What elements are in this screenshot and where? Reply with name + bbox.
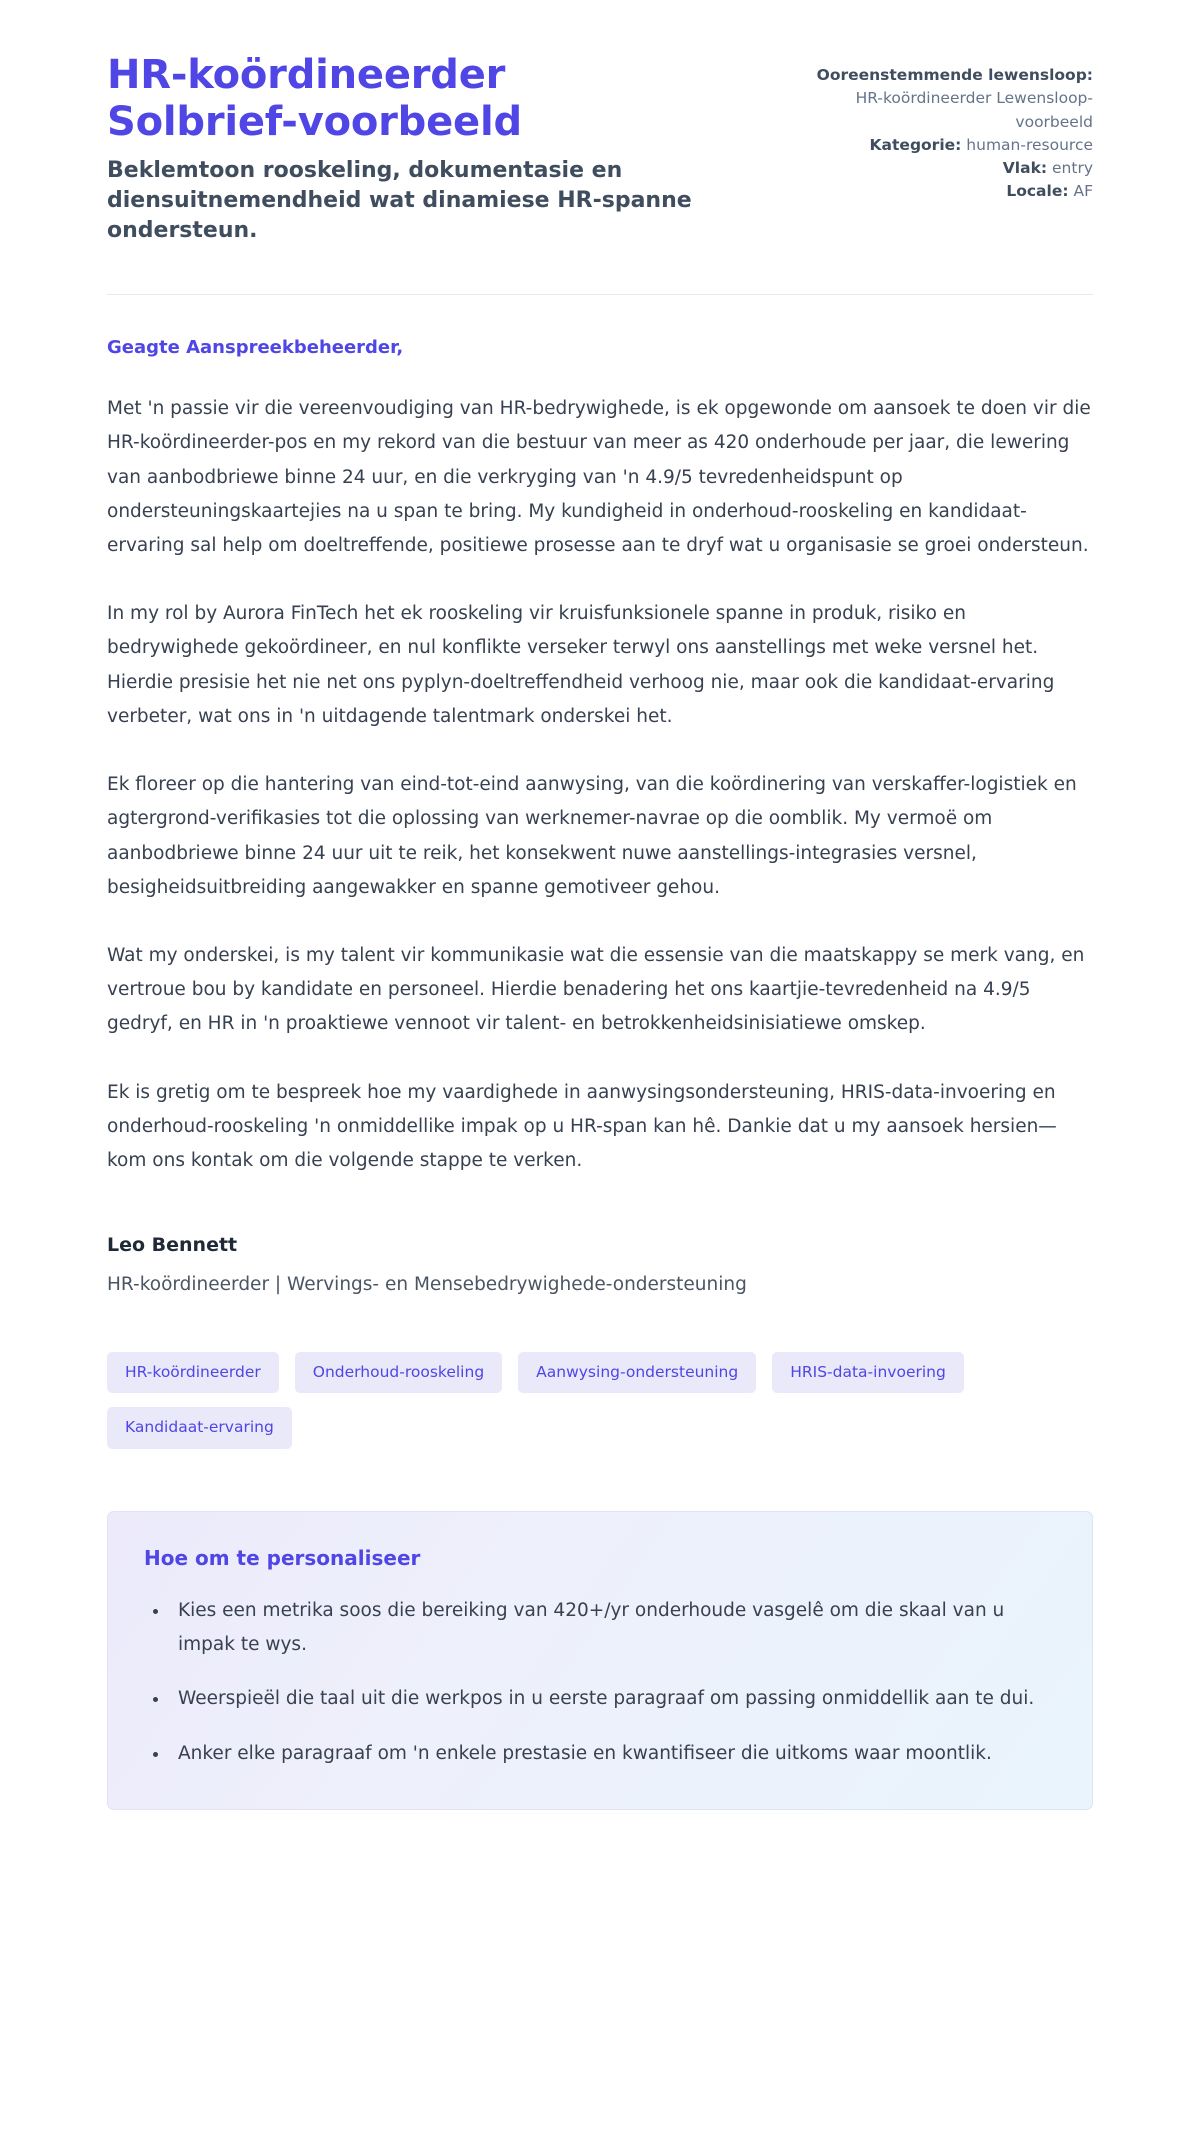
metadata-row-category	[793, 134, 1093, 157]
tag-chip[interactable]: Aanwysing-ondersteuning	[518, 1352, 756, 1394]
tag-chip[interactable]: Kandidaat-ervaring	[107, 1407, 292, 1449]
metadata-value: human-resource	[966, 135, 1093, 154]
letter-paragraph: Ek is gretig om te bespreek hoe my vaardighede in aanwysingsondersteuning, HRIS-data-invoering en onderhoud-rooskeling 'n onmiddellike impak op u HR-span kan hê. Dankie dat u my aansoek hersien—kom ons kontak om die volgende stappe te verken.	[107, 1081, 1057, 1172]
callout-tip-list	[144, 1594, 1056, 1771]
tag-chip[interactable]: HR-koördineerder	[107, 1352, 279, 1394]
callout-title: Hoe om te personaliseer	[144, 1545, 421, 1570]
metadata-row-locale	[793, 180, 1093, 203]
document-header	[107, 52, 1093, 246]
metadata-label: Ooreenstemmende lewensloop:	[816, 66, 1093, 84]
callout-tip-item: • Anker elke paragraaf om 'n enkele prestasie en kwantifiseer die uitkoms waar moontlik.	[170, 1737, 1056, 1771]
document-metadata	[793, 52, 1093, 204]
metadata-value: entry	[1052, 159, 1093, 177]
signature-role: HR-koördineerder | Wervings- en Mensebedrywighede-ondersteuning	[107, 1274, 747, 1296]
letter-paragraph: Met 'n passie vir die vereenvoudiging van HR-bedrywighede, is ek opgewonde om aansoek te doen vir die HR-koördineerder-pos en my rekord van die bestuur van meer as 420 onderhoude per jaar, die lewering van aanbodbriewe binne 24 uur, en die verkryging van 'n 4.9/5 tevredenheidspunt op ondersteuningskaartejies na u span te bring. My kundigheid in onderhoud-rooskeling en kandidaat-ervaring sal help om doeltreffende, positiewe prosesse aan te dryf wat u organisasie se groei ondersteun.	[107, 398, 1091, 556]
salutation: Geagte Aanspreekbeheerder,	[107, 337, 404, 359]
metadata-label: Locale:	[1006, 182, 1069, 201]
signature-name: Leo Bennett	[107, 1234, 238, 1257]
callout-tip-item: • Kies een metrika soos die bereiking van 420+/yr onderhoude vasgelê om die skaal van u impak te wys.	[170, 1594, 1056, 1662]
metadata-label: Kategorie:	[869, 135, 962, 154]
page-title: HR-koördineerder Solbrief-voorbeeld	[107, 52, 522, 146]
metadata-value: HR-koördineerder Lewensloop-voorbeeld	[855, 89, 1093, 131]
letter-body	[107, 295, 1093, 1810]
letter-paragraph: Wat my onderskei, is my talent vir kommunikasie wat die essensie van die maatskappy se merk vang, en vertroue bou by kandidate en personeel. Hierdie benadering het ons kaartjie-tevredenheid na 4.9/5 gedryf, en HR in 'n proaktiewe vennoot vir talent- en betrokkenheidsinisiatiewe omskep.	[107, 944, 1085, 1035]
signature-block	[107, 1234, 1093, 1300]
metadata-label: Vlak:	[1002, 159, 1048, 177]
tag-chip[interactable]: HRIS-data-invoering	[772, 1352, 964, 1394]
callout-tip-item: • Weerspieël die taal uit die werkpos in u eerste paragraaf om passing onmiddellik aan te dui.	[170, 1682, 1056, 1716]
tag-list	[107, 1352, 1007, 1449]
letter-paragraph: Ek floreer op die hantering van eind-tot-eind aanwysing, van die koördinering van verskaffer-logistiek en agtergrond-verifikasies tot die oplossing van werknemer-navrae op die oomblik. My vermoë om aanbodbriewe binne 24 uur uit te reik, het konsekwent nuwe aanstellings-integrasies versnel, besigheidsuitbreiding aangewakker en spanne gemotiveer gehou.	[107, 774, 1077, 898]
tag-chip[interactable]: Onderhoud-rooskeling	[295, 1352, 502, 1394]
personalization-callout	[107, 1511, 1093, 1810]
metadata-row-level	[793, 157, 1093, 180]
letter-paragraph: In my rol by Aurora FinTech het ek rooskeling vir kruisfunksionele spanne in produk, risiko en bedrywighede gekoördineer, en nul konflikte verseker terwyl ons aanstellings met weke versnel het. Hierdie presisie het nie net ons pyplyn-doeltreffendheid verhoog nie, maar ook die kandidaat-ervaring verbeter, wat ons in 'n uitdagende talentmark onderskei het.	[107, 603, 1055, 727]
metadata-value: AF	[1073, 182, 1093, 201]
header-title-block	[107, 52, 707, 246]
metadata-row-matching-resume	[793, 64, 1093, 134]
page-subtitle: Beklemtoon rooskeling, dokumentasie en diensuitnemendheid wat dinamiese HR-spanne ondersteun.	[107, 158, 692, 244]
